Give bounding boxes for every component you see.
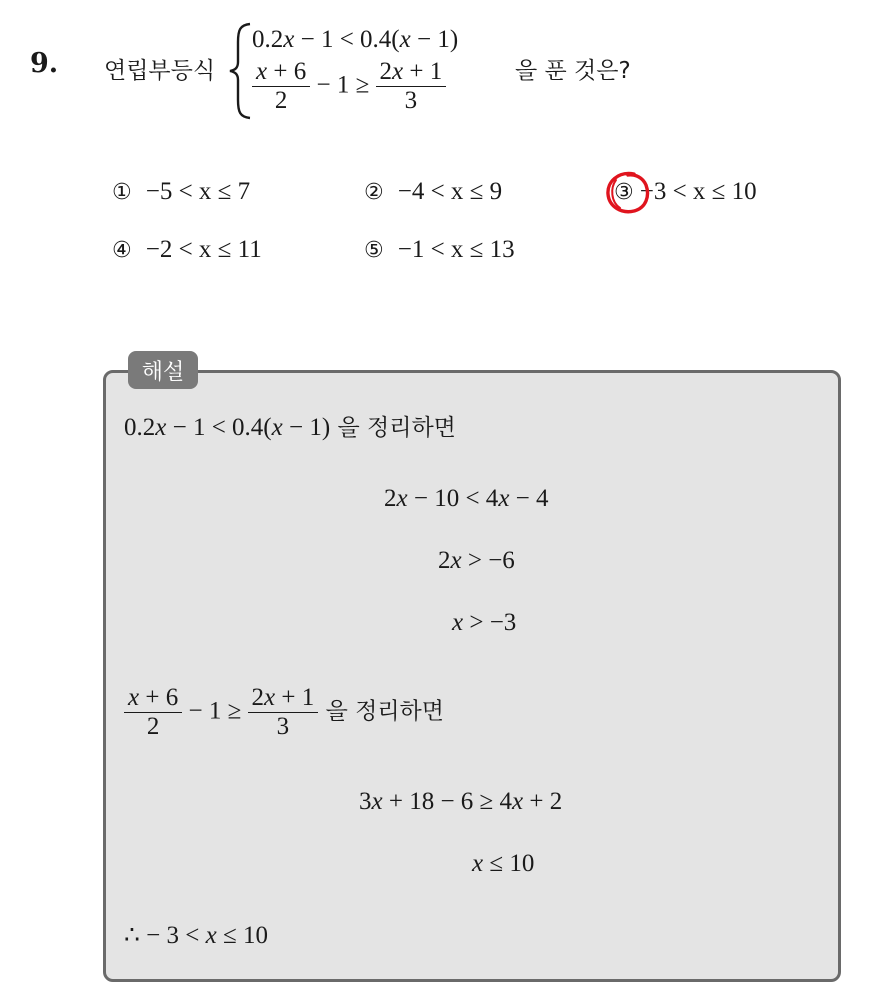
question-number: 9. xyxy=(30,48,59,79)
solution-step-5: x ≤ 10 xyxy=(472,850,535,877)
choice-3[interactable]: ③ −3 < x ≤ 10 xyxy=(614,178,757,205)
inequality-2: $\frac{x + 6}{2}$ − 1 ≥ $\frac{2x + 1}{3}$ xyxy=(252,58,446,115)
solution-tag: 해설 xyxy=(128,351,198,389)
choice-1[interactable]: ① −5 < x ≤ 7 xyxy=(112,178,251,205)
solution-line-2: $\frac{x + 6}{2}$ − 1 ≥ $\frac{2x + 1}{3}$ 을 정리하면 xyxy=(124,684,444,741)
solution-step-4: 3x + 18 − 6 ≥ 4x + 2 xyxy=(359,788,563,815)
inequality-1: 0.2x − 1 < 0.4(x − 1) xyxy=(252,26,459,53)
left-brace-icon xyxy=(228,22,254,120)
solution-conclusion: ∴ − 3 < x ≤ 10 xyxy=(124,922,268,949)
choice-4[interactable]: ④ −2 < x ≤ 11 xyxy=(112,236,262,263)
question-prefix: 연립부등식 xyxy=(104,58,216,84)
solution-line-1: 0.2x − 1 < 0.4(x − 1) 을 정리하면 xyxy=(124,414,456,441)
answer-circle-mark-icon xyxy=(604,170,652,216)
choice-2[interactable]: ② −4 < x ≤ 9 xyxy=(364,178,503,205)
solution-step-3: x > −3 xyxy=(452,609,517,636)
solution-box xyxy=(103,370,841,982)
choice-5[interactable]: ⑤ −1 < x ≤ 13 xyxy=(364,236,515,263)
question-suffix: 을 푼 것은? xyxy=(515,58,631,84)
solution-step-2: 2x > −6 xyxy=(438,547,515,574)
solution-step-1: 2x − 10 < 4x − 4 xyxy=(384,485,549,512)
